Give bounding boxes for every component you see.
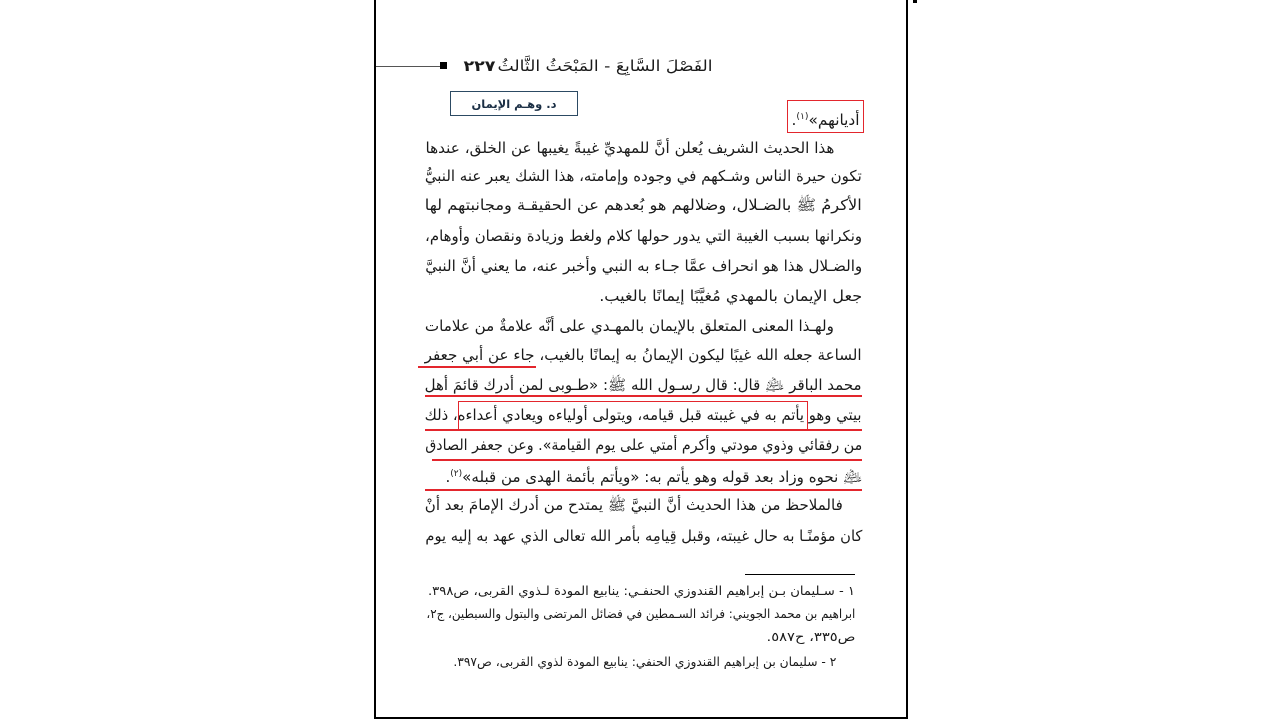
annotation-underline <box>418 366 536 368</box>
annotation-underline <box>425 395 862 397</box>
footnote-text: ابراهيم بن محمد الجويني: فرائد السـمطين في فضائل المرتضى والبتول والسبطين، ج٢، <box>426 606 855 621</box>
chapter-title: الفَصْلَ السَّابِعَ - المَبْحَثُ الثَّالثُ <box>498 57 713 75</box>
footnote-line <box>426 604 855 624</box>
carryover-text: أديانهم» <box>808 111 859 129</box>
body-line-text: ونكرانها بسبب الغيبة التي يدور حولها كلام ولغط وزيادة ونقصان وأوهام، <box>425 227 862 245</box>
body-line-text: ولهـذا المعنى المتعلق بالإيمان بالمهـدي على أنَّه علامةٌ من علامات <box>424 317 834 335</box>
footnote-separator <box>745 574 855 575</box>
body-line <box>425 314 834 338</box>
page-frame-right-edge <box>906 0 908 719</box>
body-line-text: كان مؤمنًـا به حال غيبته، وقبل قِيامِه بأمر الله تعالى الذي عهد به إليه يوم <box>425 527 862 545</box>
body-line-text: جعل الإيمان بالمهدي مُغيَّبًا إيمانًا بالغيب. <box>599 287 862 305</box>
body-line <box>445 462 862 486</box>
footnote-text: ١ - سـليمان بـن إبراهيم القندوزي الحنفـي: ينابيع المودة لـذوي القربى، ص٣٩٨. <box>428 583 855 598</box>
body-line-text: الأكرمُ ﷺ بالضـلال، وضلالهم هو بُعدهم عن الحقيقـة ومجانبتهم لها <box>424 196 862 214</box>
header-rule <box>376 66 440 67</box>
square-ornament-icon <box>440 62 447 69</box>
annotation-underline <box>432 459 862 461</box>
body-line-text: محمد الباقر ﵇ قال: قال رسـول الله ﷺ: «طـوبى لمن أدرك قائمَ أهل <box>424 376 862 394</box>
body-line <box>425 136 834 160</box>
footnote-line <box>766 627 855 647</box>
annotation-underline <box>425 489 862 491</box>
body-line-text: هذا الحديث الشريف يُعلن أنَّ للمهديِّ غيبةً يغيبها عن الخلق، عندها <box>425 139 834 157</box>
body-line-text: بيتي وهو يأتم به في غيبته قبل قيامه، ويتولى أولياءه ويعادي أعداءه، ذلك <box>425 406 862 424</box>
body-line <box>425 373 862 397</box>
body-line-text: ﵇ نحوه وزاد بعد قوله وهو يأتم به: «ويأتم بأئمة الهدى من قبله» <box>461 468 862 486</box>
running-header-title <box>498 55 713 77</box>
body-line <box>425 164 862 188</box>
body-line-end: . <box>445 468 450 486</box>
running-header-page-number <box>463 55 495 77</box>
page-number: ٢٢٧ <box>463 57 495 75</box>
footnote-text: ص٣٣٥، ح٥٨٧. <box>766 629 855 644</box>
page-frame-bottom-edge <box>374 717 908 719</box>
body-line-text: من رفقائي وذوي مودتي وأكرم أمتي على يوم القيامة». وعن جعفر الصادق <box>425 436 862 454</box>
section-heading-box <box>450 91 578 116</box>
footnote-line <box>428 581 855 601</box>
footnote-ref: (٢) <box>449 469 462 479</box>
body-line <box>425 254 862 278</box>
body-line-text: الساعة جعله الله غيبًا ليكون الإيمانُ به إيمانًا بالغيب، جاء عن أبي جعفر <box>425 346 862 364</box>
carryover-end: . <box>791 111 796 129</box>
corner-mark <box>913 0 917 3</box>
body-line <box>599 284 862 308</box>
page-frame-left-edge <box>374 0 376 719</box>
body-line <box>425 433 862 457</box>
footnote-text: ٢ - سليمان بن إبراهيم القندوزي الحنفي: ينابيع المودة لذوي القربى، ص٣٩٧. <box>453 654 836 669</box>
footnote-ref: (١) <box>795 112 809 122</box>
body-line <box>425 493 843 517</box>
carryover-content <box>791 105 859 132</box>
annotation-underline <box>425 429 862 431</box>
body-line <box>425 193 862 217</box>
annotation-box <box>458 401 808 431</box>
body-line <box>425 524 862 548</box>
body-line-text: فالملاحظ من هذا الحديث أنَّ النبيَّ ﷺ يمتدح من أدرك الإمامَ بعد أنْ <box>425 496 843 514</box>
footnote-line <box>453 652 836 672</box>
body-line-text: والضـلال هذا هو انحراف عمَّا جـاء به النبي وأخبر عنه، ما يعني أنَّ النبيَّ <box>425 257 862 275</box>
body-line-content <box>445 462 862 489</box>
section-heading: د. وهـم الإيمان <box>471 96 557 111</box>
body-line <box>425 224 862 248</box>
body-line-text: تكون حيرة الناس وشـكهم في وجوده وإمامته، هذا الشك يعبر عنه النبيُّ <box>425 167 862 185</box>
carryover-line <box>791 105 859 129</box>
body-line <box>425 343 862 367</box>
